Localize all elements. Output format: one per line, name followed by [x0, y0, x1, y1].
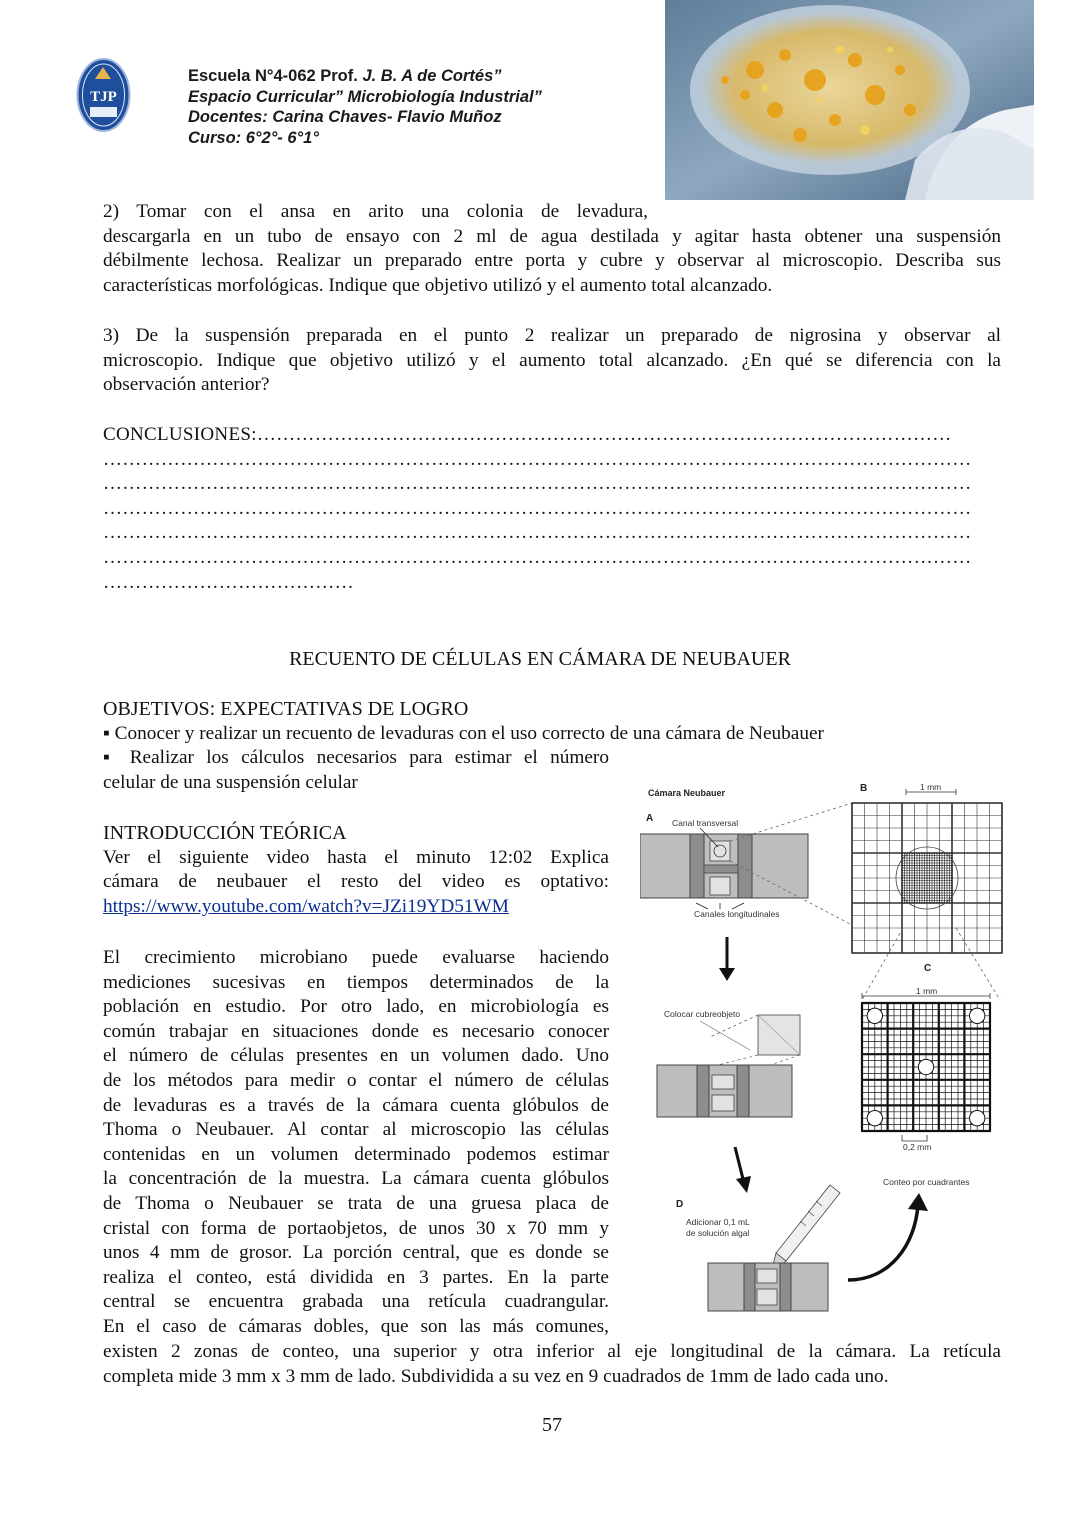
- objective-bullet-2: ▪ Realizar los cálculos necesarios para estimar el número: [103, 747, 609, 769]
- label-colocar: Colocar cubreobjeto: [664, 1009, 741, 1019]
- scale-02mm: 0,2 mm: [903, 1142, 932, 1152]
- paragraph: [103, 946, 609, 1340]
- item-3-line-2: microscopio. Indique que objetivo utilizó y el aumento total alcanzado. ¿En qué se diferencia con la: [103, 349, 1001, 371]
- paragraph-line: El crecimiento microbiano puede evaluarse haciendo: [103, 947, 609, 968]
- item-3-line-1: 3) De la suspensión preparada en el punto 2 realizar un preparado de nigrosina y observar al: [103, 325, 1001, 346]
- grid-b: [852, 803, 1002, 953]
- label-adicionar-1: Adicionar 0,1 mL: [686, 1217, 750, 1227]
- scale-1mm-b: 1 mm: [920, 782, 942, 792]
- course-line: Curso: 6°2°- 6°1°: [188, 128, 319, 147]
- paragraph-line: población en estudio. Por otro lado, en microbiología es: [103, 996, 609, 1018]
- intro-heading: INTRODUCCIÓN TEÓRICA: [103, 822, 347, 844]
- paragraph-line: de levaduras es a través de la cámara cuenta glóbulos de: [103, 1094, 609, 1116]
- svg-text:TJP: TJP: [90, 89, 117, 105]
- item-2: [103, 200, 1001, 298]
- section-title: RECUENTO DE CÉLULAS EN CÁMARA DE NEUBAUER: [289, 648, 791, 670]
- conclusions-dots: ………………………………………………………………………………………………………………………: [103, 448, 972, 470]
- petri-dish-photo: [665, 0, 1034, 200]
- item-3: [103, 324, 1001, 398]
- paragraph-line: realiza el conteo, está dividida en 3 partes. En la parte: [103, 1266, 609, 1288]
- paragraph-line: unos 4 mm de grosor. La porción central, que es donde se: [103, 1242, 609, 1264]
- video-link[interactable]: https://www.youtube.com/watch?v=JZi19YD51WM: [103, 895, 509, 917]
- conclusions-dots: ………………………………………………………………………………………………………………………: [103, 473, 972, 495]
- conclusions-dots: ………………………………………………………………………………………………………………………: [103, 522, 972, 544]
- item-2-line-2: descargarla en un tubo de ensayo con 2 ml de agua destilada y agitar hasta obtener una suspensión: [103, 225, 1001, 247]
- conclusions-first-line: CONCLUSIONES:………………………………………………………………………………………………: [103, 424, 952, 445]
- conclusions-dots: ………………………………………………………………………………………………………………………: [103, 546, 972, 568]
- label-adicionar-2: de solución algal: [686, 1228, 750, 1238]
- letter-b: B: [860, 783, 868, 794]
- neubauer-diagram: [640, 775, 1010, 1320]
- page-number: 57: [542, 1414, 562, 1436]
- paragraph-line: En el caso de cámaras dobles, que son las más comunes,: [103, 1315, 609, 1337]
- conclusions-dots: ………………………………………………………………………………………………………………………: [103, 497, 972, 519]
- paragraph-line: central se encuentra grabada una retícula cuadrangular.: [103, 1291, 609, 1313]
- objective-bullet-2-cont: celular de una suspensión celular: [103, 771, 358, 793]
- label-canales-longitudinales: Canales longitudinales: [694, 909, 780, 919]
- paragraph-line: completa mide 3 mm x 3 mm de lado. Subdividida a su vez en 9 cuadrados de 1mm de lado cada uno.: [103, 1365, 889, 1387]
- label-conteo: Conteo por cuadrantes: [883, 1177, 970, 1187]
- paragraph-line: existen 2 zonas de conteo, una superior y otra inferior al eje longitudinal de la cámara. La retícula: [103, 1341, 1001, 1362]
- school-name: Escuela N°4-062 Prof. J. B. A de Cortés”: [188, 67, 502, 85]
- intro: [103, 821, 609, 919]
- teachers-line: Docentes: Carina Chaves- Flavio Muñoz: [188, 108, 502, 126]
- letter-d: D: [676, 1199, 684, 1210]
- school-logo: [76, 57, 131, 133]
- figure-title: Cámara Neubauer: [648, 788, 726, 798]
- subject-name: Espacio Curricular” Microbiología Industrial”: [188, 87, 542, 106]
- paragraph-line: mediciones sucesivas en tiempos determinados de la: [103, 971, 609, 993]
- intro-line-2: cámara de neubauer el resto del video es optativo:: [103, 871, 609, 893]
- item-2-line-1: 2) Tomar con el ansa en arito una colonia de levadura,: [103, 201, 648, 222]
- paragraph-line: de Thoma o Neubauer se trata de una gruesa placa de: [103, 1192, 609, 1214]
- objectives-heading: OBJETIVOS: EXPECTATIVAS DE LOGRO: [103, 698, 469, 720]
- item-3-line-3: observación anterior?: [103, 374, 270, 396]
- item-2-line-3: débilmente lechosa. Realizar un preparado entre porta y cubre y observar al microscopio. Describa sus: [103, 250, 1001, 272]
- letter-a: A: [646, 813, 654, 824]
- scale-1mm-c: 1 mm: [916, 986, 938, 996]
- header-text: [188, 66, 542, 148]
- paragraph-line: Thoma o Neubauer. Al contar al microscopio las células: [103, 1119, 609, 1141]
- paragraph-line: contenidas en un volumen determinado podemos estimar: [103, 1143, 609, 1165]
- paragraph-line: el número de células presentes en un volumen dado. Uno: [103, 1045, 609, 1067]
- paragraph-line: cristal con forma de portaobjetos, de unos 30 x 70 mm y: [103, 1217, 609, 1239]
- paragraph-line: de los métodos para medir o contar el número de células: [103, 1069, 609, 1091]
- grid-c: [862, 1003, 990, 1131]
- paragraph-line: la concentración de la muestra. La cámara cuenta glóbulos: [103, 1168, 609, 1190]
- item-2-line-4: características morfológicas. Indique que objetivo utilizó y el aumento total alcanzado.: [103, 274, 773, 296]
- intro-line-1: Ver el siguiente video hasta el minuto 12:02 Explica: [103, 846, 609, 868]
- conclusions-last-dots: …………………………………: [103, 571, 354, 593]
- paragraph-line: común trabajar en situaciones donde es necesario conocer: [103, 1020, 609, 1042]
- letter-c: C: [924, 963, 932, 974]
- label-canal-transversal: Canal transversal: [672, 818, 739, 828]
- chamber-2: [657, 1065, 792, 1117]
- conclusions: [103, 423, 1001, 595]
- neubauer-figure: [640, 775, 1010, 1320]
- chamber-a: [640, 828, 808, 898]
- paragraph-end: [103, 1340, 1001, 1389]
- chamber-d: [708, 1263, 828, 1311]
- objective-bullet-1: ▪ Conocer y realizar un recuento de levaduras con el uso correcto de una cámara de Neubauer: [103, 722, 824, 744]
